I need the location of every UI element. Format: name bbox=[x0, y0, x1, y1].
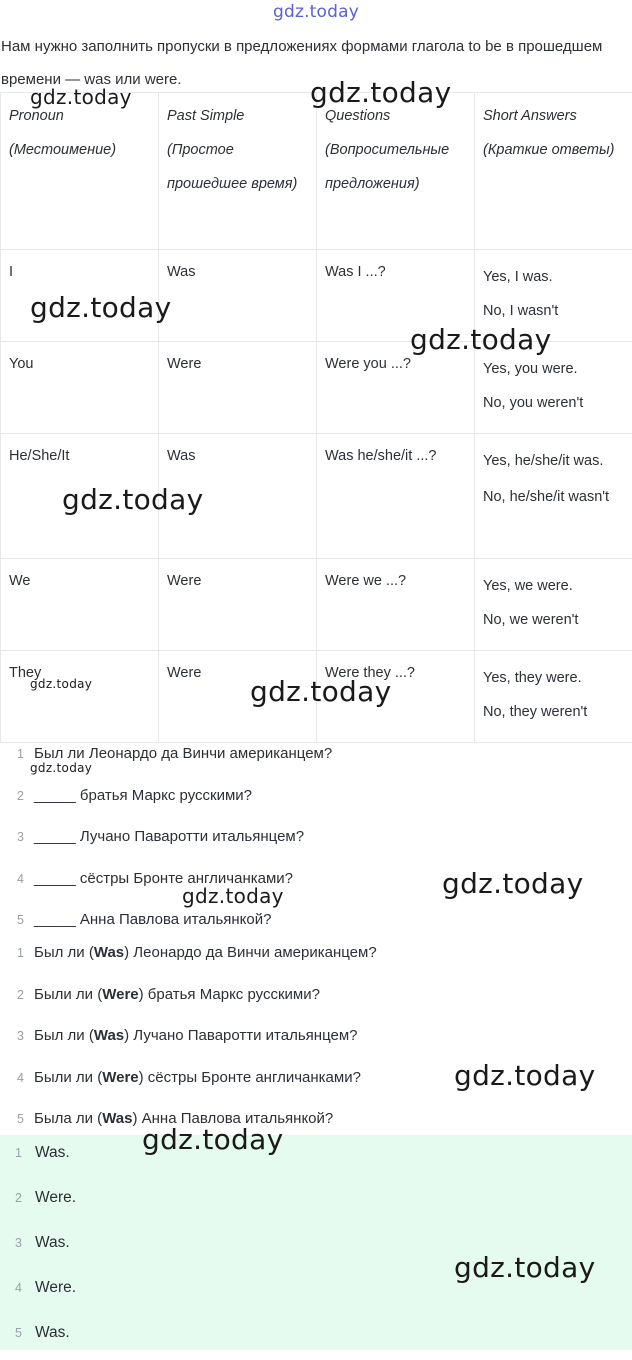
table-row bbox=[1, 250, 632, 342]
list-item bbox=[0, 936, 632, 978]
cell-short-answers bbox=[475, 559, 632, 651]
item-verb: Was bbox=[94, 944, 124, 961]
item-text: _____ братья Маркс русскими? bbox=[34, 787, 252, 804]
header-subtitle: (Вопросительные предложения) bbox=[325, 133, 467, 201]
header-title: Short Answers bbox=[483, 108, 577, 124]
item-number: 3 bbox=[0, 1225, 22, 1261]
cell-pronoun: They bbox=[1, 651, 159, 743]
item-pre: Были ли ( bbox=[34, 1069, 102, 1086]
item-text: _____ Лучано Паваротти итальянцем? bbox=[34, 828, 304, 845]
item-post: ) Лучано Паваротти итальянцем? bbox=[124, 1027, 357, 1044]
item-number: 3 bbox=[0, 820, 24, 854]
watermark: gdz.today bbox=[62, 483, 203, 516]
list-item bbox=[0, 1061, 632, 1103]
cell-pronoun: You bbox=[1, 342, 159, 434]
watermark: gdz.today bbox=[30, 677, 92, 691]
item-text: Был ли Леонардо да Винчи американцем? bbox=[34, 745, 332, 762]
table-header-row bbox=[1, 93, 632, 250]
cell-short-answers bbox=[475, 434, 632, 559]
item-number: 5 bbox=[0, 1102, 24, 1136]
cell-past: Was bbox=[159, 434, 317, 559]
list-item bbox=[0, 779, 632, 821]
table-row bbox=[1, 559, 632, 651]
item-number: 1 bbox=[0, 936, 24, 970]
cell-pronoun: He/She/It bbox=[1, 434, 159, 559]
item-post: ) братья Маркс русскими? bbox=[139, 986, 320, 1003]
watermark: gdz.today bbox=[30, 761, 92, 775]
list-item bbox=[0, 862, 632, 904]
answer-yes: Yes, he/she/it was. bbox=[483, 440, 625, 482]
cell-pronoun: I bbox=[1, 250, 159, 342]
answer-no: No, they weren't bbox=[483, 691, 625, 733]
watermark: gdz.today bbox=[142, 1123, 283, 1156]
header-pronoun bbox=[1, 93, 159, 250]
item-verb: Was bbox=[94, 1027, 124, 1044]
item-number: 2 bbox=[0, 1180, 22, 1216]
cell-past: Were bbox=[159, 651, 317, 743]
item-verb: Were bbox=[102, 1069, 138, 1086]
item-text: Were. bbox=[35, 1189, 76, 1206]
item-number: 1 bbox=[0, 1135, 22, 1171]
table-row bbox=[1, 342, 632, 434]
list-item bbox=[0, 1225, 632, 1270]
header-short-answers bbox=[475, 93, 632, 250]
table-row bbox=[1, 434, 632, 559]
exercise-list bbox=[0, 737, 632, 945]
item-number: 5 bbox=[0, 903, 24, 937]
header-questions bbox=[317, 93, 475, 250]
item-number: 1 bbox=[0, 737, 24, 771]
list-item bbox=[0, 978, 632, 1020]
cell-short-answers bbox=[475, 250, 632, 342]
item-pre: Был ли ( bbox=[34, 944, 94, 961]
table-row bbox=[1, 651, 632, 743]
item-post: ) Анна Павлова итальянкой? bbox=[132, 1110, 333, 1127]
item-number: 3 bbox=[0, 1019, 24, 1053]
header-subtitle: (Краткие ответы) bbox=[483, 133, 625, 167]
item-post: ) сёстры Бронте англичанками? bbox=[139, 1069, 361, 1086]
watermark: gdz.today bbox=[310, 76, 451, 109]
item-text: Were. bbox=[35, 1279, 76, 1296]
answer-yes: Yes, we were. bbox=[483, 565, 625, 607]
item-pre: Был ли ( bbox=[34, 1027, 94, 1044]
answer-yes: Yes, you were. bbox=[483, 348, 625, 390]
cell-question: Was I ...? bbox=[317, 250, 475, 342]
header-past-simple bbox=[159, 93, 317, 250]
watermark: gdz.today bbox=[442, 867, 583, 900]
header-title: Pronoun bbox=[9, 108, 64, 124]
item-verb: Was bbox=[102, 1110, 132, 1127]
item-post: ) Леонардо да Винчи американцем? bbox=[124, 944, 377, 961]
item-text: _____ сёстры Бронте англичанками? bbox=[34, 870, 293, 887]
item-number: 2 bbox=[0, 978, 24, 1012]
translated-answers-list bbox=[0, 936, 632, 1144]
watermark: gdz.today bbox=[410, 323, 551, 356]
list-item bbox=[0, 1135, 632, 1180]
header-subtitle: (Простое прошедшее время) bbox=[167, 133, 309, 201]
item-number: 5 bbox=[0, 1315, 22, 1351]
list-item bbox=[0, 1019, 632, 1061]
answer-no: No, he/she/it wasn't bbox=[483, 480, 625, 514]
site-logo[interactable]: gdz.today bbox=[0, 2, 632, 22]
list-item bbox=[0, 1270, 632, 1315]
list-item bbox=[0, 1315, 632, 1360]
cell-question: Were they ...? bbox=[317, 651, 475, 743]
cell-past: Was bbox=[159, 250, 317, 342]
watermark: gdz.today bbox=[182, 884, 284, 908]
answer-yes: Yes, they were. bbox=[483, 657, 625, 699]
answer-no: No, I wasn't bbox=[483, 290, 625, 332]
cell-short-answers bbox=[475, 651, 632, 743]
answer-no: No, we weren't bbox=[483, 599, 625, 641]
answer-list bbox=[0, 1135, 632, 1350]
cell-pronoun: We bbox=[1, 559, 159, 651]
item-pre: Были ли ( bbox=[34, 986, 102, 1003]
list-item bbox=[0, 1180, 632, 1225]
cell-past: Were bbox=[159, 342, 317, 434]
watermark: gdz.today bbox=[454, 1251, 595, 1284]
watermark: gdz.today bbox=[30, 291, 171, 324]
item-verb: Were bbox=[102, 986, 138, 1003]
cell-past: Were bbox=[159, 559, 317, 651]
item-text: Was. bbox=[35, 1234, 70, 1251]
task-intro: Нам нужно заполнить пропуски в предложениях формами глагола to be в прошедшем времени — was или were. bbox=[1, 30, 626, 96]
item-pre: Была ли ( bbox=[34, 1110, 102, 1127]
grammar-table bbox=[0, 92, 632, 743]
watermark: gdz.today bbox=[250, 675, 391, 708]
item-text: _____ Анна Павлова итальянкой? bbox=[34, 911, 271, 928]
item-text: Was. bbox=[35, 1144, 70, 1161]
list-item bbox=[0, 737, 632, 779]
header-title: Past Simple bbox=[167, 108, 244, 124]
answer-yes: Yes, I was. bbox=[483, 256, 625, 298]
item-number: 2 bbox=[0, 779, 24, 813]
item-number: 4 bbox=[0, 1061, 24, 1095]
watermark: gdz.today bbox=[30, 85, 132, 109]
watermark: gdz.today bbox=[454, 1059, 595, 1092]
header-title: Questions bbox=[325, 108, 390, 124]
header-subtitle: (Местоимение) bbox=[9, 133, 151, 167]
list-item bbox=[0, 820, 632, 862]
item-number: 4 bbox=[0, 862, 24, 896]
cell-question: Were we ...? bbox=[317, 559, 475, 651]
answer-no: No, you weren't bbox=[483, 382, 625, 424]
cell-short-answers bbox=[475, 342, 632, 434]
item-number: 4 bbox=[0, 1270, 22, 1306]
item-text: Was. bbox=[35, 1324, 70, 1341]
cell-question: Was he/she/it ...? bbox=[317, 434, 475, 559]
cell-question: Were you ...? bbox=[317, 342, 475, 434]
